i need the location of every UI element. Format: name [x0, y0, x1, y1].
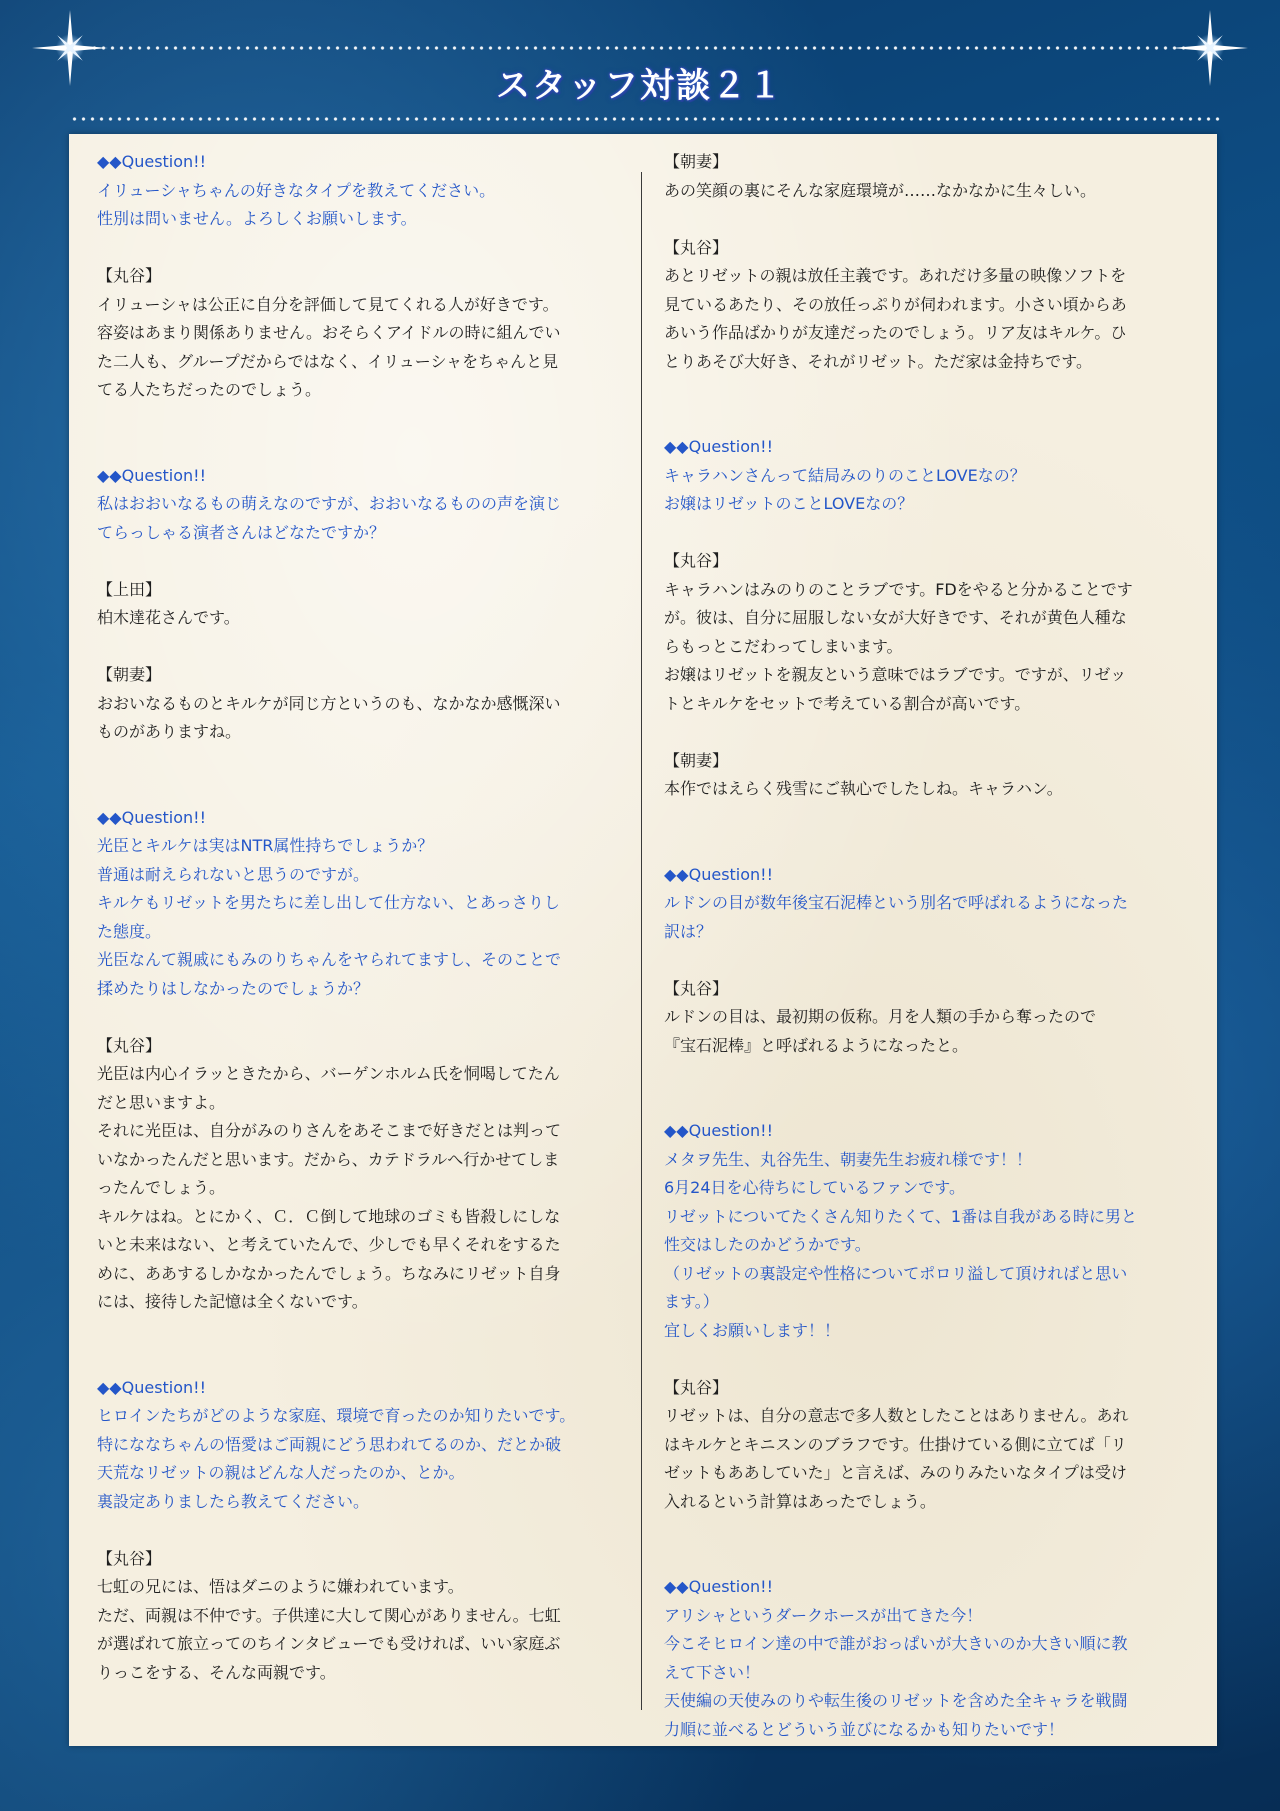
answer-block: 【丸谷】 あとリゼットの親は放任主義です。あれだけ多量の映像ソフトを 見ているあたり、その放任っぷりが伺われます。小さい頃からあ あいう作品ばかりが友達だったのでしょう。リア友はキルケ。ひ とりあそび大好き、それがリゼット。ただ家は金持ちです。: [664, 237, 1127, 371]
page-title: スタッフ対談２１: [496, 66, 784, 106]
answer-block: 【朝妻】 本作ではえらく残雪にご執心でしたしね。キャラハン。: [664, 750, 1063, 798]
answer-block: 【丸谷】 リゼットは、自分の意志で多人数としたことはありません。あれ はキルケとキニスンのブラフです。仕掛けている側に立てば「リ ゼットもああしていた」と言えば、みのりみたいなタイプは受け 入れるという計算はあったでしょう。: [664, 1377, 1129, 1511]
answer-block: 【上田】 柏木達花さんです。: [97, 579, 240, 627]
answer-block: 【朝妻】 おおいなるものとキルケが同じ方というのも、なかなか感慨深い ものがありますね。: [97, 665, 561, 741]
header: [0, 0, 1280, 130]
question-block: ◆◆Question!! メタヲ先生、丸谷先生、朝妻先生お疲れ様です！！ 6月24日を心待ちにしているファンです。 リゼットについてたくさん知りたくて、1番は自我がある時に男と 性交はしたのかどうかです。 （リゼットの裏設定や性格についてポロリ溢して頂ければと思い ます。） 宜しくお願いします！！: [664, 1121, 1138, 1340]
column-divider: [641, 172, 642, 1710]
sparkle-border-top: [90, 45, 1190, 51]
question-block: ◆◆Question!! ルドンの目が数年後宝石泥棒という別名で呼ばれるようになった 訳は？: [664, 864, 1129, 941]
right-column: [664, 148, 1199, 1744]
left-column: [97, 148, 637, 1687]
answer-block: 【丸谷】 七虹の兄には、悟はダニのように嫌われています。 ただ、両親は不仲です。子供達に大して関心がありません。七虹 が選ばれて旅立ってのちインタビューでも受ければ、いい家庭ぶ りっこをする、そんな両親です。: [97, 1548, 561, 1682]
answer-block: 【丸谷】 光臣は内心イラッときたから、バーゲンホルム氏を恫喝してたん だと思いますよ。 それに光臣は、自分がみのりさんをあそこまで好きだとは判って いなかったんだと思います。だから、カテドラルへ行かせてしま ったんでしょう。 キルケはね。とにかく、Ｃ．Ｃ倒して地球のゴミも皆殺しにしな いと未来はない、と考えていたんで、少しでも早くそれをするた めに、ああするしかなかったんでしょう。ちなみにリゼット自身 には、接待した記憶は全くないです。: [97, 1035, 562, 1311]
question-block: ◆◆Question!! アリシャというダークホースが出てきた今！ 今こそヒロイン達の中で誰がおっぱいが大きいのか大きい順に教 えて下さい！ 天使編の天使みのりや転生後のリゼットを含めた全キャラを戦闘 力順に並べるとどういう並びになるかも知りたいです！: [664, 1577, 1128, 1739]
sparkle-border-bottom: [70, 116, 1220, 122]
question-block: ◆◆Question!! イリューシャちゃんの好きなタイプを教えてください。 性別は問いません。よろしくお願いします。: [97, 152, 496, 228]
question-block: ◆◆Question!! 光臣とキルケは実はNTR属性持ちでしょうか？ 普通は耐えられないと思うのですが。 キルケもリゼットを男たちに差し出して仕方ない、とあっさりし た態度。 光臣なんて親戚にもみのりちゃんをヤられてますし、そのことで 揉めたりはしなかったのでしょうか？: [97, 807, 562, 998]
answer-block: 【朝妻】 あの笑顔の裏にそんな家庭環境が……なかなかに生々しい。: [664, 152, 1097, 200]
question-block: ◆◆Question!! 私はおおいなるもの萌えなのですが、おおいなるものの声を演じ てらっしゃる演者さんはどなたですか？: [97, 465, 562, 542]
answer-block: 【丸谷】 イリューシャは公正に自分を評価して見てくれる人が好きです。 容姿はあまり関係ありません。おそらくアイドルの時に組んでい た二人も、グループだからではなく、イリューシャをちゃんと見 てる人たちだったのでしょう。: [97, 266, 561, 399]
answer-block: 【丸谷】 ルドンの目は、最初期の仮称。月を人類の手から奪ったので 『宝石泥棒』と呼ばれるようになったと。: [664, 978, 1097, 1055]
question-block: ◆◆Question!! キャラハンさんって結局みのりのことLOVEなの？ お嬢はリゼットのことLOVEなの？: [664, 437, 1026, 513]
answer-block: 【丸谷】 キャラハンはみのりのことラブです。FDをやると分かることです が。彼は、自分に屈服しない女が大好きです、それが黄色人種な らもっとこだわってしまいます。 お嬢はリゼットを親友という意味ではラブです。ですが、リゼッ トとキルケをセットで考えている割合が高いです。: [664, 551, 1133, 713]
question-block: ◆◆Question!! ヒロインたちがどのような家庭、環境で育ったのか知りたいです。 特にななちゃんの悟愛はご両親にどう思われてるのか、だとか破 天荒なリゼットの親はどんな人だったのか、とか。 裏設定ありましたら教えてください。: [97, 1377, 576, 1511]
